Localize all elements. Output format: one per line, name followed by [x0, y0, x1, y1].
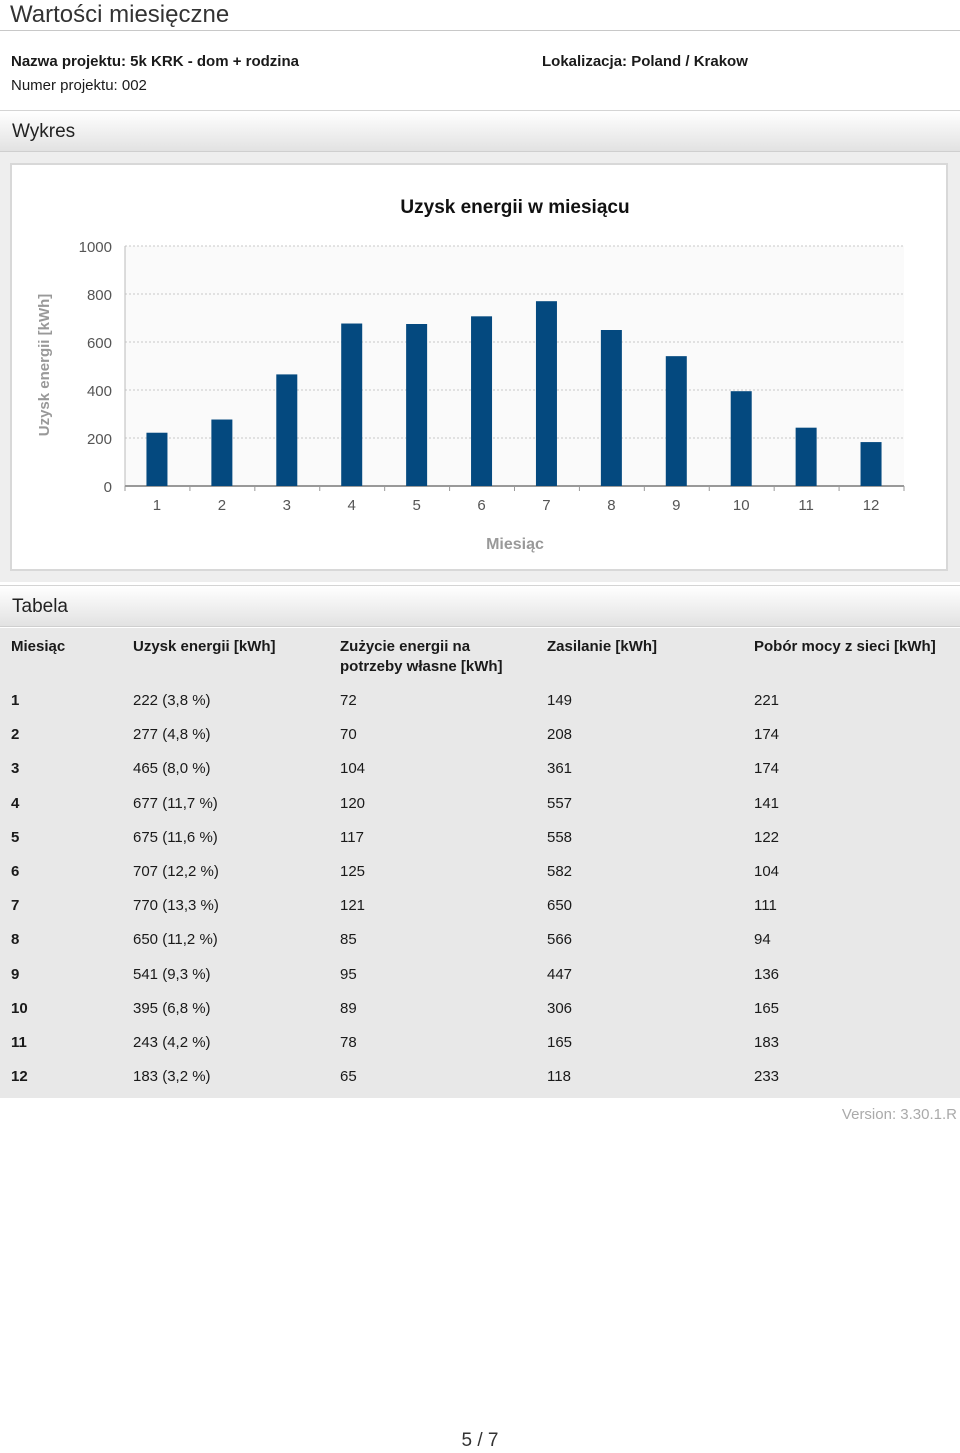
table-row: [0, 752, 960, 786]
cell-month: 10: [11, 999, 28, 1017]
cell-grid-draw: 136: [754, 965, 780, 983]
cell-yield: 395 (6,8 %): [133, 999, 211, 1017]
y-tick-label: 600: [86, 335, 112, 352]
x-tick-label: 8: [607, 497, 616, 514]
cell-month: 12: [11, 1068, 28, 1086]
cell-yield: 183 (3,2 %): [133, 1068, 211, 1086]
project-name: Nazwa projektu: 5k KRK - dom + rodzina: [11, 53, 299, 70]
cell-grid-draw: 104: [754, 863, 780, 880]
cell-feed-in: 447: [547, 965, 573, 983]
location: Lokalizacja: Poland / Krakow: [542, 53, 748, 70]
table-row: [0, 923, 960, 957]
cell-yield: 465 (8,0 %): [133, 760, 211, 778]
cell-self-consumption: 121: [340, 897, 366, 915]
cell-grid-draw: 174: [754, 726, 780, 744]
table-row: [0, 684, 960, 718]
cell-month: 6: [11, 863, 20, 880]
cell-yield: 541 (9,3 %): [133, 965, 211, 983]
table-row: [0, 889, 960, 923]
table-header-grid-draw: Pobór mocy z sieci [kWh]: [754, 638, 936, 655]
x-tick-label: 2: [217, 497, 227, 514]
cell-self-consumption: 72: [340, 692, 357, 709]
cell-feed-in: 650: [547, 897, 573, 915]
y-tick-label: 200: [86, 431, 112, 448]
table-row: [0, 992, 960, 1026]
cell-grid-draw: 141: [754, 794, 780, 812]
bar: [146, 433, 167, 486]
bar: [601, 330, 622, 486]
bar: [731, 391, 752, 486]
cell-feed-in: 582: [547, 863, 573, 880]
chart-frame: [10, 163, 948, 571]
y-tick-label: 0: [103, 479, 112, 496]
cell-yield: 707 (12,2 %): [133, 863, 219, 880]
bar: [861, 442, 882, 486]
x-tick-label: 4: [347, 497, 356, 514]
x-tick-label: 9: [672, 497, 681, 514]
x-axis-label: Miesiąc: [486, 536, 544, 553]
cell-grid-draw: 94: [754, 931, 771, 949]
cell-feed-in: 361: [547, 760, 573, 778]
cell-self-consumption: 70: [340, 726, 357, 744]
table-row: [0, 821, 960, 855]
x-tick-label: 11: [798, 497, 814, 514]
cell-yield: 243 (4,2 %): [133, 1034, 211, 1051]
plot-area: [125, 246, 904, 486]
y-tick-label: 800: [86, 287, 112, 304]
table-header-feed-in: Zasilanie [kWh]: [547, 638, 658, 655]
x-tick-label: 1: [152, 497, 162, 514]
cell-month: 3: [11, 760, 20, 778]
cell-month: 4: [11, 794, 20, 812]
cell-feed-in: 306: [547, 999, 573, 1017]
version-label: Version: 3.30.1.R: [841, 1106, 957, 1123]
bar: [406, 324, 427, 486]
x-tick-label: 6: [477, 497, 486, 514]
bar: [471, 316, 492, 486]
cell-feed-in: 557: [547, 794, 573, 812]
table-header-self-consumption: Zużycie energii na potrzeby własne [kWh]: [340, 638, 503, 675]
cell-grid-draw: 183: [754, 1034, 780, 1051]
table-row: [0, 855, 960, 889]
cell-month: 2: [11, 726, 20, 744]
cell-month: 8: [11, 931, 20, 949]
cell-grid-draw: 174: [754, 760, 780, 778]
x-tick-label: 3: [282, 497, 291, 514]
cell-yield: 277 (4,8 %): [133, 726, 211, 744]
cell-yield: 650 (11,2 %): [133, 931, 218, 949]
cell-self-consumption: 65: [340, 1068, 357, 1086]
y-tick-label: 400: [86, 383, 112, 400]
section-table-header: Tabela: [0, 585, 960, 627]
cell-yield: 222 (3,8 %): [133, 692, 211, 709]
cell-month: 9: [11, 965, 20, 983]
cell-yield: 675 (11,6 %): [133, 828, 218, 846]
chart-title: Uzysk energii w miesiącu: [400, 197, 630, 218]
bar: [536, 301, 557, 486]
bar-chart: [12, 165, 946, 569]
cell-grid-draw: 122: [754, 828, 780, 846]
x-tick-label: 5: [412, 497, 421, 514]
cell-self-consumption: 125: [340, 863, 366, 880]
cell-self-consumption: 120: [340, 794, 366, 812]
cell-self-consumption: 104: [340, 760, 366, 778]
page-title: Wartości miesięczne: [10, 1, 230, 28]
bar: [666, 356, 687, 486]
bar: [796, 428, 817, 486]
cell-feed-in: 208: [547, 726, 573, 744]
page-number: 5 / 7: [461, 1430, 499, 1451]
table-header-yield: Uzysk energii [kWh]: [133, 638, 276, 655]
cell-feed-in: 118: [547, 1068, 571, 1086]
cell-self-consumption: 89: [340, 999, 357, 1017]
y-axis-label: Uzysk energii [kWh]: [36, 293, 53, 437]
cell-yield: 677 (11,7 %): [133, 794, 218, 812]
cell-yield: 770 (13,3 %): [133, 897, 219, 915]
cell-grid-draw: 233: [754, 1068, 780, 1086]
cell-self-consumption: 78: [340, 1034, 357, 1051]
table-row: [0, 787, 960, 821]
cell-feed-in: 566: [547, 931, 573, 949]
cell-grid-draw: 111: [754, 897, 777, 915]
cell-month: 11: [11, 1034, 27, 1051]
table-header-month: Miesiąc: [11, 638, 66, 655]
cell-self-consumption: 95: [340, 965, 357, 983]
cell-month: 5: [11, 828, 20, 846]
cell-grid-draw: 165: [754, 999, 780, 1017]
cell-month: 7: [11, 897, 20, 915]
bar: [276, 374, 297, 486]
cell-grid-draw: 221: [754, 692, 780, 709]
section-chart-header: Wykres: [0, 110, 960, 152]
bar: [341, 324, 362, 486]
table-row: [0, 1060, 960, 1094]
cell-month: 1: [11, 692, 20, 709]
cell-feed-in: 149: [547, 692, 573, 709]
cell-self-consumption: 117: [340, 828, 364, 846]
table-row: [0, 958, 960, 992]
x-tick-label: 7: [542, 497, 551, 514]
cell-feed-in: 558: [547, 828, 573, 846]
x-tick-label: 12: [862, 497, 880, 514]
y-tick-label: 1000: [78, 239, 112, 256]
table-row: [0, 718, 960, 752]
project-number: Numer projektu: 002: [11, 77, 147, 94]
bar: [211, 420, 232, 486]
cell-feed-in: 165: [547, 1034, 573, 1051]
title-divider: [0, 30, 960, 31]
x-tick-label: 10: [732, 497, 750, 514]
cell-self-consumption: 85: [340, 931, 357, 949]
table-row: [0, 1026, 960, 1060]
